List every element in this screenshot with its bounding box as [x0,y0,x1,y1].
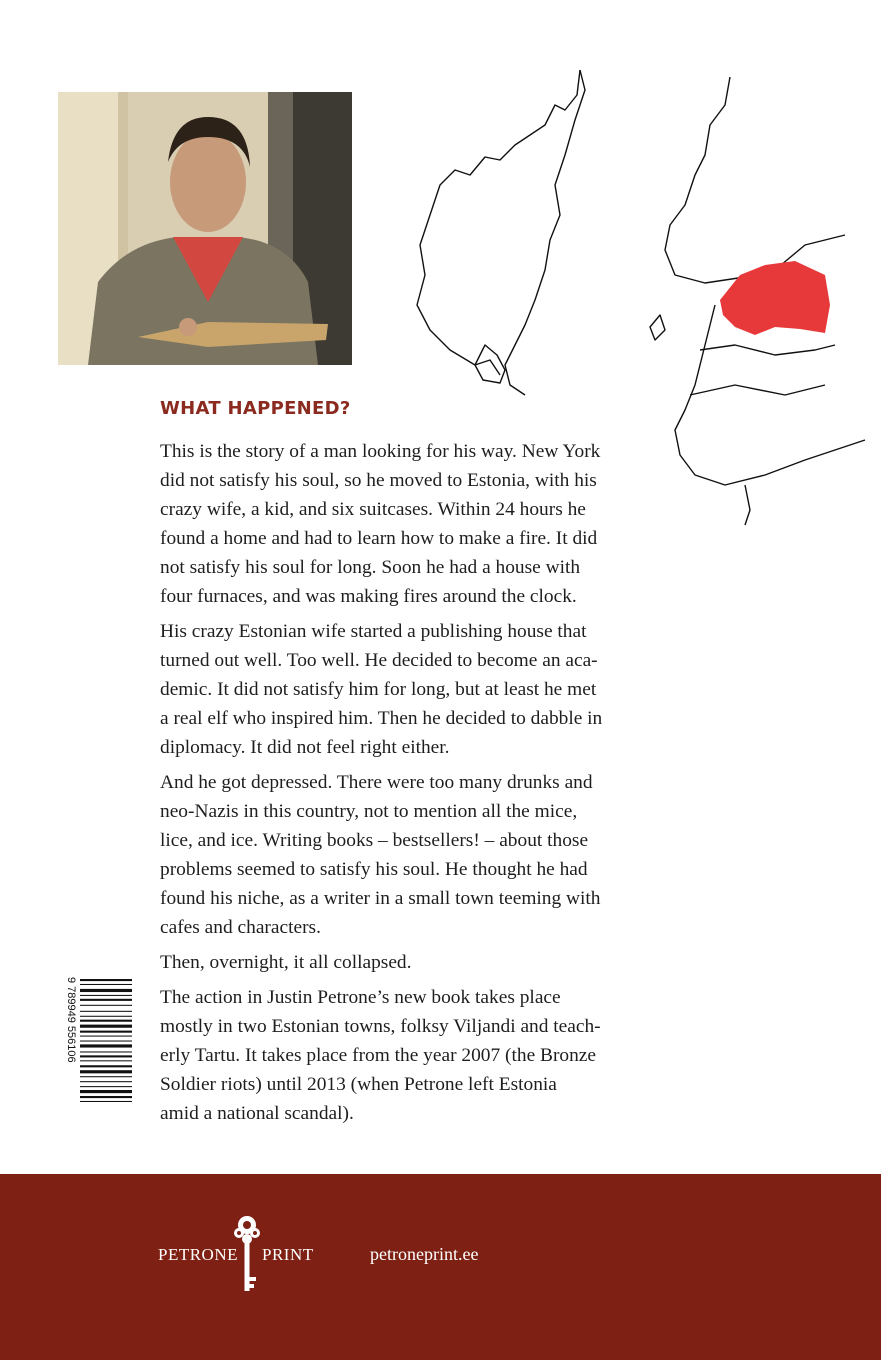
barcode-number: 9 789949 556106 [65,977,77,1063]
line: turned out well. Too well. He decided to become an aca- [160,650,598,671]
barcode-bar [80,1005,132,1006]
barcode-bar [80,1076,132,1077]
finland-coast [665,77,845,283]
isbn-barcode [60,975,134,1129]
barcode-bar [80,1036,132,1037]
line: Soldier riots) until 2013 (when Petrone left Estonia [160,1074,557,1095]
line: The action in Justin Petrone’s new book takes place [160,987,561,1008]
barcode-bar [80,1090,132,1093]
barcode-bar [80,1051,132,1052]
line: mostly in two Estonian towns, folksy Viljandi and teach- [160,1016,601,1037]
belarus-line [745,485,750,525]
line: diplomacy. It did not feel right either. [160,737,450,758]
author-photo [58,92,352,365]
barcode-bar [80,1055,132,1057]
footer-band [0,1174,881,1360]
barcode-bar [80,1031,132,1033]
line: four furnaces, and was making fires around the clock. [160,586,577,607]
publisher-url[interactable]: petroneprint.ee [370,1244,479,1264]
barcode-bar [80,1070,132,1073]
barcode-bar [80,1011,132,1012]
paragraph [160,768,680,942]
line: a real elf who inspired him. Then he decided to dabble in [160,708,603,729]
barcode-bar [80,984,132,985]
line: neo-Nazis in this country, not to mention all the mice, [160,801,578,822]
barcode-bar [80,1081,132,1082]
paragraph [160,617,680,762]
line: This is the story of a man looking for his way. New York [160,441,601,462]
publisher-name-left: PETRONE [158,1245,238,1264]
line: found his niche, as a writer in a small town teeming with [160,888,601,909]
line: did not satisfy his soul, so he moved to Estonia, with his [160,470,597,491]
line: And he got depressed. There were too many drunks and [160,772,593,793]
line: His crazy Estonian wife started a publishing house that [160,621,587,642]
barcode-bar [80,1101,132,1102]
line: not satisfy his soul for long. Soon he had a house with [160,557,581,578]
line: cafes and characters. [160,917,321,938]
baltic-coast [675,305,865,485]
barcode-bar [80,1096,132,1098]
paragraph [160,948,680,977]
barcode-bar [80,1041,132,1042]
book-description [160,437,680,1134]
line: crazy wife, a kid, and six suitcases. Within 24 hours he [160,499,586,520]
barcode-bar [80,1065,132,1067]
paragraph [160,437,680,611]
norway-coast [417,70,580,375]
line: found a home and had to learn how to make a fire. It did [160,528,598,549]
paragraph [160,983,680,1128]
line: amid a national scandal). [160,1103,354,1124]
barcode-bar [80,1025,132,1028]
gotland [650,315,665,340]
lithuania-border [690,385,825,395]
barcode-bar [80,1016,132,1017]
line: Then, overnight, it all collapsed. [160,952,412,973]
barcode-bar [80,979,132,981]
sweden-coast [505,70,585,395]
section-heading: WHAT HAPPENED? [160,398,351,419]
barcode-bar [80,995,132,996]
line: lice, and ice. Writing books – bestsellers! – about those [160,830,589,851]
barcode-bar [80,989,132,992]
barcode-bar [80,1086,132,1087]
estonia-highlight [720,261,830,335]
barcode-bar [80,1044,132,1047]
line: erly Tartu. It takes place from the year 2007 (the Bronze [160,1045,597,1066]
line: problems seemed to satisfy his soul. He thought he had [160,859,588,880]
line: demic. It did not satisfy him for long, but at least he met [160,679,597,700]
latvia-border [700,345,835,355]
barcode-bar [80,1020,132,1022]
barcode-bar [80,999,132,1001]
publisher-name-right: PRINT [262,1245,314,1264]
barcode-bar [80,1060,132,1061]
